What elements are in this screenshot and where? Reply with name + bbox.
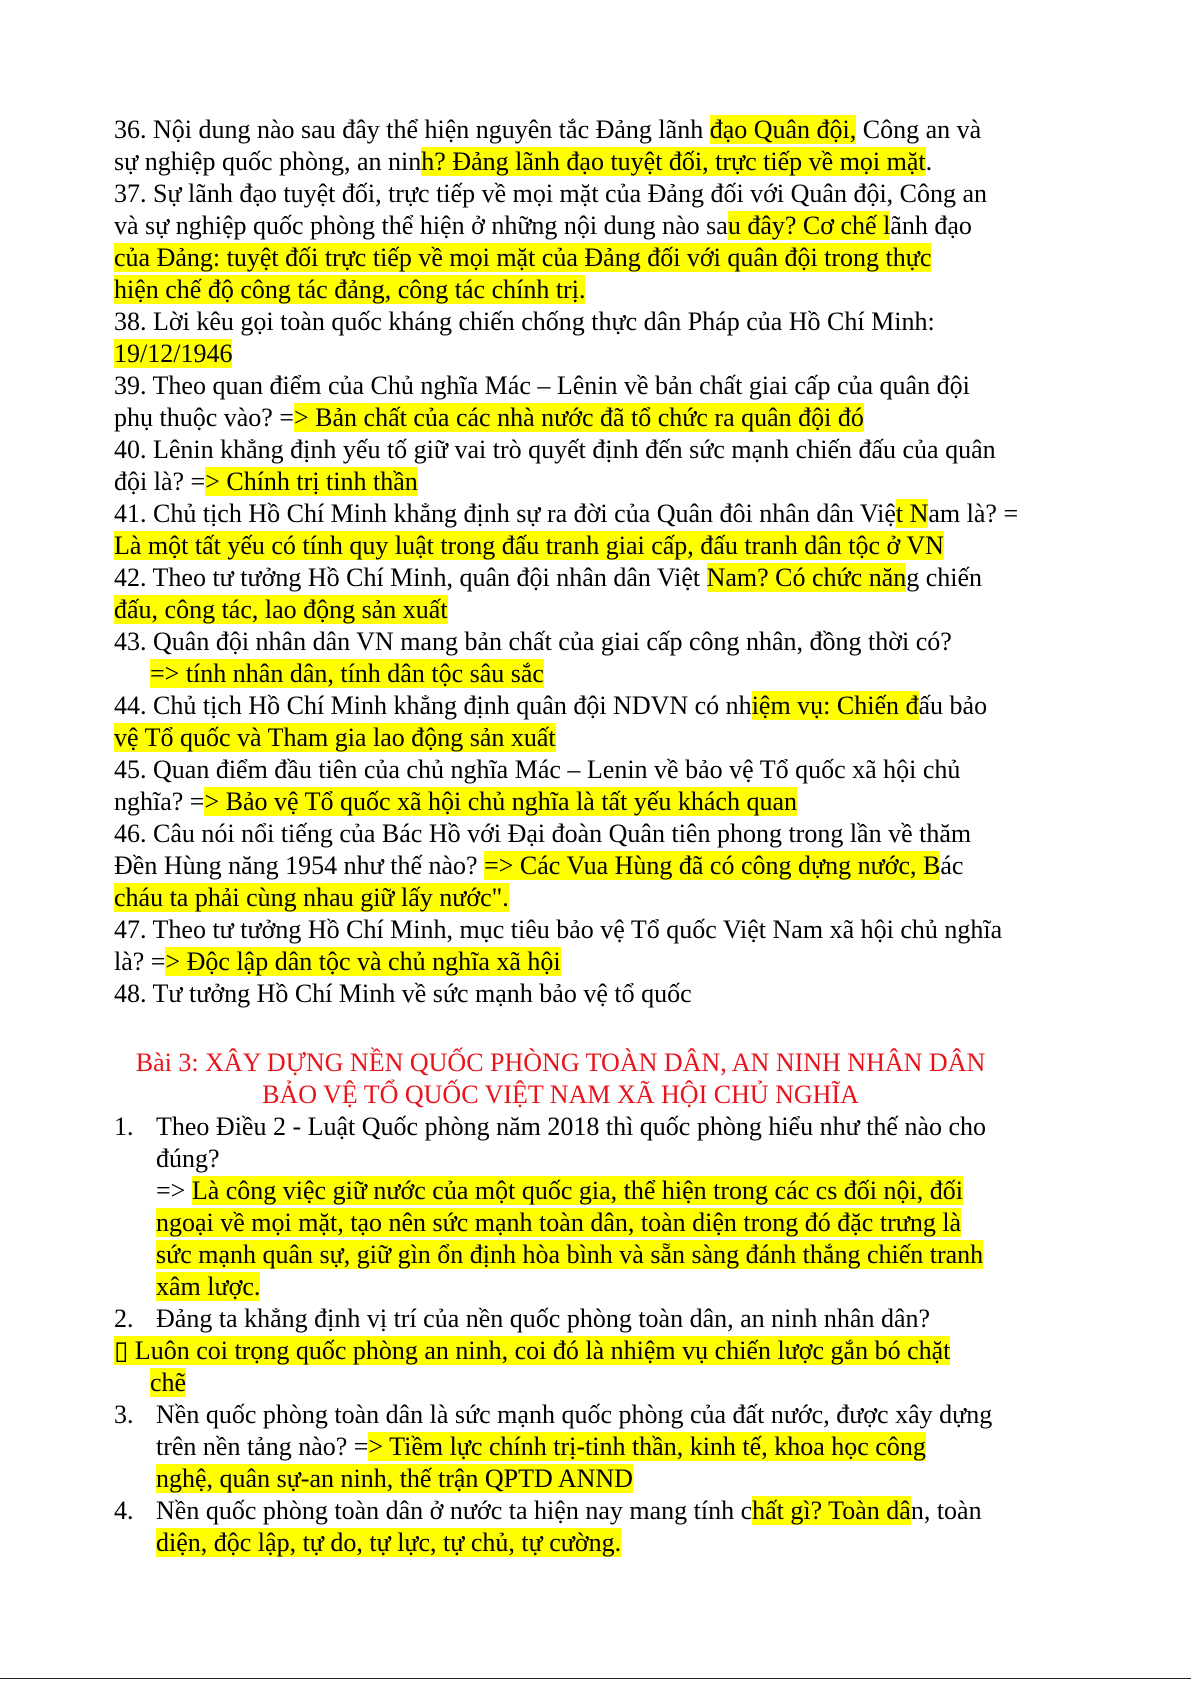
- answer-highlight: xâm lược.: [156, 1272, 261, 1301]
- answer-highlight: chẽ: [150, 1368, 187, 1397]
- answer-highlight: > Chính trị tinh thần: [205, 467, 418, 496]
- q37-line3: [114, 243, 931, 273]
- s3-line2: [156, 1432, 926, 1462]
- answer-highlight: 19/12/1946: [114, 339, 233, 368]
- text: sự nghiệp quốc phòng, an nin: [114, 147, 422, 176]
- answer-highlight: của Đảng: tuyệt đối trực tiếp về mọi mặt của Đảng đối với quân đội trong thực: [114, 243, 932, 272]
- s3-line3: [156, 1464, 633, 1494]
- text: ấu bảo: [918, 691, 988, 720]
- answer-highlight: Là công việc giữ nước của một quốc gia, thể hiện trong các cs đối nội, đối: [191, 1176, 963, 1205]
- answer-highlight: nghệ, quân sự-an ninh, thế trận QPTD ANND: [156, 1464, 633, 1493]
- s1-line1: Theo Điều 2 - Luật Quốc phòng năm 2018 thì quốc phòng hiểu như thế nào cho: [156, 1112, 987, 1141]
- s4-line2: [156, 1528, 621, 1558]
- q44-line2: [114, 723, 556, 753]
- answer-highlight: => tính nhân dân, tính dân tộc sâu sắc: [150, 659, 544, 688]
- answer-highlight: > Bảo vệ Tổ quốc xã hội chủ nghĩa là tất yếu khách quan: [204, 787, 797, 816]
- answer-highlight: ▯ Luôn coi trọng quốc phòng an ninh, coi đó là nhiệm vụ chiến lược gắn bó chặt: [114, 1336, 951, 1365]
- q45-line1: 45. Quan điểm đầu tiên của chủ nghĩa Mác – Lenin về bảo vệ Tổ quốc xã hội chủ: [114, 755, 961, 784]
- text: =>: [156, 1176, 192, 1205]
- q39-line1: 39. Theo quan điểm của Chủ nghĩa Mác – Lênin về bản chất giai cấp của quân đội: [114, 371, 970, 400]
- text: phụ thuộc vào? =: [114, 403, 295, 432]
- s4-number: 4.: [114, 1496, 134, 1525]
- answer-highlight: Nam? Có chức năn: [706, 563, 907, 592]
- q37-line4: [114, 275, 585, 305]
- s2-line1: Đảng ta khẳng định vị trí của nền quốc phòng toàn dân, an ninh nhân dân?: [156, 1304, 931, 1333]
- text: .: [925, 147, 933, 176]
- q47-line1: 47. Theo tư tưởng Hồ Chí Minh, mục tiêu bảo vệ Tổ quốc Việt Nam xã hội chủ nghĩa: [114, 915, 1003, 944]
- text: Đền Hùng năng 1954 như thế nào?: [114, 851, 485, 880]
- text: 36. Nội dung nào sau đây thể hiện nguyên tắc Đảng lãnh: [114, 115, 710, 144]
- q37-line2: [114, 211, 972, 241]
- text: nghĩa? =: [114, 787, 205, 816]
- highlight: đạo Quân đội,: [709, 115, 857, 144]
- q46-line1: 46. Câu nói nổi tiếng của Bác Hồ với Đại đoàn Quân tiên phong trong lần về thăm: [114, 819, 972, 848]
- q41-line1: [114, 499, 1018, 529]
- q48-line1: 48. Tư tưởng Hồ Chí Minh về sức mạnh bảo vệ tổ quốc: [114, 979, 692, 1008]
- footer-rule: [0, 1678, 1191, 1679]
- answer-highlight: h? Đảng lãnh đạo tuyệt đối, trực tiếp về mọi mặt: [421, 147, 926, 176]
- q40-line2: [114, 467, 418, 497]
- answer-highlight: vệ Tổ quốc và Tham gia lao động sản xuất: [114, 723, 556, 752]
- text: 44. Chủ tịch Hồ Chí Minh khẳng định quân đội NDVN có nh: [114, 691, 752, 720]
- answer-highlight: > Bản chất của các nhà nước đã tổ chức ra quân đội đó: [294, 403, 864, 432]
- q45-line2: [114, 787, 797, 817]
- answer-highlight: diện, độc lập, tự do, tự lực, tự chủ, tự cường.: [156, 1528, 622, 1557]
- s1-line4: [156, 1208, 961, 1238]
- s1-line2: đúng?: [156, 1144, 220, 1173]
- q38-line2: [114, 339, 232, 369]
- answer-highlight: sức mạnh quân sự, giữ gìn ổn định hòa bình và sẵn sàng đánh thắng chiến tranh: [156, 1240, 984, 1269]
- q39-line2: [114, 403, 864, 433]
- s2-line3: [150, 1368, 186, 1398]
- answer-highlight: > Tiềm lực chính trị-tinh thần, kinh tế, khoa học công: [368, 1432, 926, 1461]
- text: ác: [940, 851, 964, 880]
- q36-line2: [114, 147, 932, 177]
- s3-number: 3.: [114, 1400, 134, 1429]
- answer-highlight: => Các Vua Hùng đã có công dựng nước, B: [484, 851, 941, 880]
- s3-line1: Nền quốc phòng toàn dân là sức mạnh quốc phòng của đất nước, được xây dựng: [156, 1400, 993, 1429]
- q44-line1: [114, 691, 987, 721]
- answer-highlight: hiện chế độ công tác đảng, công tác chính trị.: [114, 275, 586, 304]
- text: đội là? =: [114, 467, 206, 496]
- text: ãnh đạo: [890, 211, 972, 240]
- answer-highlight: iệm vụ: Chiến đ: [751, 691, 919, 720]
- q43-line1: 43. Quân đội nhân dân VN mang bản chất của giai cấp công nhân, đồng thời có?: [114, 627, 952, 656]
- s2-number: 2.: [114, 1304, 134, 1333]
- s1-line3: [156, 1176, 963, 1206]
- text: n, toàn: [910, 1496, 982, 1525]
- answer-highlight: Là một tất yếu có tính quy luật trong đấu tranh giai cấp, đấu tranh dân tộc ở VN: [114, 531, 944, 560]
- answer-highlight: > Độc lập dân tộc và chủ nghĩa xã hội: [165, 947, 561, 976]
- q46-line3: [114, 883, 509, 913]
- q41-line2: [114, 531, 944, 561]
- q43-line2: [150, 659, 544, 689]
- text: trên nền tảng nào? =: [156, 1432, 369, 1461]
- s1-number: 1.: [114, 1112, 134, 1141]
- q38-line1: 38. Lời kêu gọi toàn quốc kháng chiến chống thực dân Pháp của Hồ Chí Minh:: [114, 307, 935, 336]
- text: 41. Chủ tịch Hồ Chí Minh khẳng định sự ra đời của Quân đôi nhân dân Việ: [114, 499, 896, 528]
- q46-line2: [114, 851, 963, 881]
- answer-highlight: đấu, công tác, lao động sản xuất: [114, 595, 448, 624]
- answer-highlight: ngoại về mọi mặt, tạo nên sức mạnh toàn dân, toàn diện trong đó đặc trưng là: [156, 1208, 962, 1237]
- highlight: t N: [895, 499, 929, 528]
- text: là? =: [114, 947, 166, 976]
- section-title-line2: BẢO VỆ TỔ QUỐC VIỆT NAM XÃ HỘI CHỦ NGHĨA: [262, 1080, 859, 1109]
- text: và sự nghiệp quốc phòng thể hiện ở những nội dung nào sa: [114, 211, 728, 240]
- text: am là? =: [928, 499, 1019, 528]
- text: g chiến: [906, 563, 983, 592]
- s1-line6: [156, 1272, 260, 1302]
- s2-line2: [114, 1336, 950, 1366]
- q37-line1: 37. Sự lãnh đạo tuyệt đối, trực tiếp về mọi mặt của Đảng đối với Quân đội, Công an: [114, 179, 988, 208]
- answer-highlight: hất gì? Toàn dâ: [752, 1496, 911, 1525]
- text: Nền quốc phòng toàn dân ở nước ta hiện nay mang tính c: [156, 1496, 753, 1525]
- s4-line1: [156, 1496, 982, 1526]
- s1-line5: [156, 1240, 983, 1270]
- q40-line1: 40. Lênin khẳng định yếu tố giữ vai trò quyết định đến sức mạnh chiến đấu của quân: [114, 435, 996, 464]
- q36-line1: [114, 115, 981, 145]
- q47-line2: [114, 947, 561, 977]
- q42-line2: [114, 595, 448, 625]
- answer-highlight: cháu ta phải cùng nhau giữ lấy nước".: [114, 883, 509, 912]
- section-title-line1: Bài 3: XÂY DỰNG NỀN QUỐC PHÒNG TOÀN DÂN, AN NINH NHÂN DÂN: [135, 1048, 986, 1077]
- text: 42. Theo tư tưởng Hồ Chí Minh, quân đội nhân dân Việt: [114, 563, 707, 592]
- q42-line1: [114, 563, 982, 593]
- text: Công an và: [856, 115, 982, 144]
- answer-highlight: u đây? Cơ chế l: [727, 211, 891, 240]
